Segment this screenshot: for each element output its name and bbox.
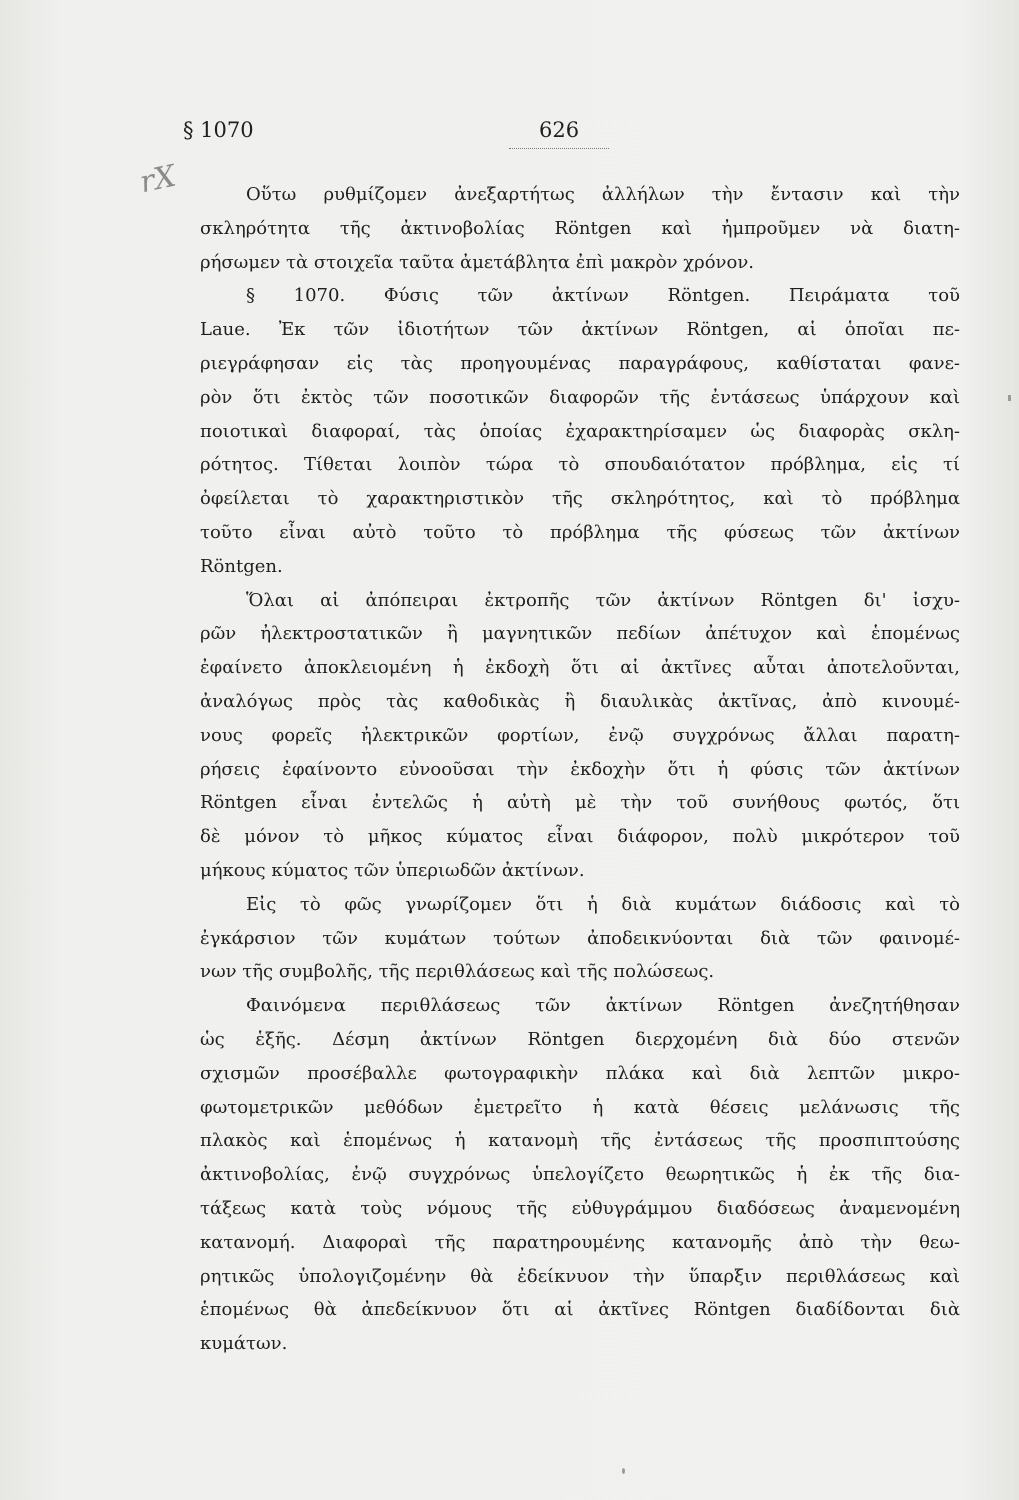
header-rule <box>509 148 609 151</box>
text-line: ρητικῶς ὑπολογιζομένην θὰ ἐδείκνυον τὴν ὕπαρξιν περιθλάσεως καὶ <box>200 1265 960 1287</box>
text-line: ἐγκάρσιον τῶν κυμάτων τούτων ἀποδεικνύονται διὰ τῶν φαινομέ- <box>200 927 960 949</box>
text-line: κυμάτων. <box>200 1333 288 1355</box>
text-line: Οὕτω ρυθμίζομεν ἀνεξαρτήτως ἀλλήλων τὴν ἔντασιν καὶ τὴν <box>246 184 960 205</box>
text-line: ὡς ἑξῆς. Δέσμη ἀκτίνων Röntgen διερχομένη διὰ δύο στενῶν <box>200 1028 960 1050</box>
text-line: ρὸν ὅτι ἐκτὸς τῶν ποσοτικῶν διαφορῶν τῆς ἐντάσεως ὑπάρχουν καὶ <box>200 386 960 408</box>
text-line: Ὅλαι αἱ ἀπόπειραι ἐκτροπῆς τῶν ἀκτίνων Röntgen δι' ἰσχυ- <box>246 589 960 611</box>
text-line: ἐφαίνετο ἀποκλειομένη ἡ ἐκδοχὴ ὅτι αἱ ἀκτῖνες αὗται ἀποτελοῦνται, <box>200 657 960 679</box>
text-line: νων τῆς συμβολῆς, τῆς περιθλάσεως καὶ τῆς πολώσεως. <box>200 961 715 983</box>
text-line: νους φορεῖς ἠλεκτρικῶν φορτίων, ἐνῷ συγχρόνως ἄλλαι παρατη- <box>200 724 960 746</box>
text-line: τοῦτο εἶναι αὐτὸ τοῦτο τὸ πρόβλημα τῆς φύσεως τῶν ἀκτίνων <box>200 521 960 543</box>
section-number: § 1070 <box>183 118 254 142</box>
text-line: ἑπομένως θὰ ἀπεδείκνυον ὅτι αἱ ἀκτῖνες Röntgen διαδίδονται διὰ <box>200 1299 960 1321</box>
text-line: Röntgen. <box>200 555 283 577</box>
text-line: Φαινόμενα περιθλάσεως τῶν ἀκτίνων Röntgen ἀνεζητήθησαν <box>246 995 960 1017</box>
text-line: δὲ μόνον τὸ μῆκος κύματος εἶναι διάφορον, πολὺ μικρότερον τοῦ <box>200 826 960 848</box>
text-line: Laue. Ἐκ τῶν ἰδιοτήτων τῶν ἀκτίνων Röntgen, αἱ ὁποῖαι πε- <box>200 319 960 341</box>
text-line: ρήσεις ἐφαίνοντο εὐνοοῦσαι τὴν ἐκδοχὴν ὅτι ἡ φύσις τῶν ἀκτίνων <box>200 758 960 780</box>
margin-speck <box>1008 395 1011 401</box>
text-line: ποιοτικαὶ διαφοραί, τὰς ὁποίας ἐχαρακτηρίσαμεν ὡς διαφορὰς σκλη- <box>200 420 960 442</box>
running-header <box>183 118 963 158</box>
text-line: ὀφείλεται τὸ χαρακτηριστικὸν τῆς σκληρότητος, καὶ τὸ πρόβλημα <box>200 488 960 510</box>
text-line: φωτομετρικῶν μεθόδων ἐμετρεῖτο ἡ κατὰ θέσεις μελάνωσις τῆς <box>200 1096 960 1118</box>
body-text <box>200 178 960 1361</box>
text-line: ρῶν ἠλεκτροστατικῶν ἢ μαγνητικῶν πεδίων ἀπέτυχον καὶ ἑπομένως <box>200 623 960 645</box>
text-line: ριεγράφησαν εἰς τὰς προηγουμένας παραγράφους, καθίσταται φανε- <box>200 352 960 374</box>
page-number: 626 <box>539 118 580 142</box>
text-line: σχισμῶν προσέβαλλε φωτογραφικὴν πλάκα καὶ διὰ λεπτῶν μικρο- <box>200 1062 960 1084</box>
text-line: ἀκτινοβολίας, ἐνῷ συγχρόνως ὑπελογίζετο θεωρητικῶς ἡ ἐκ τῆς δια- <box>200 1164 960 1186</box>
text-line: σκληρότητα τῆς ἀκτινοβολίας Röntgen καὶ ἠμπροῦμεν νὰ διατη- <box>200 217 960 239</box>
text-line: τάξεως κατὰ τοὺς νόμους τῆς εὐθυγράμμου διαδόσεως ἀναμενομένη <box>200 1197 960 1219</box>
text-line: μήκους κύματος τῶν ὑπεριωδῶν ἀκτίνων. <box>200 859 585 881</box>
text-line: κατανομή. Διαφοραὶ τῆς παρατηρουμένης κατανομῆς ἀπὸ τὴν θεω- <box>200 1231 960 1253</box>
text-line: Röntgen εἶναι ἐντελῶς ἡ αὐτὴ μὲ τὴν τοῦ συνήθους φωτός, ὅτι <box>200 792 960 814</box>
handwritten-margin-mark: rX <box>136 158 179 201</box>
text-line: ἀναλόγως πρὸς τὰς καθοδικὰς ἢ διαυλικὰς ἀκτῖνας, ἀπὸ κινουμέ- <box>200 690 960 712</box>
text-line: § 1070. Φύσις τῶν ἀκτίνων Röntgen. Πειράματα τοῦ <box>246 285 960 307</box>
page-bottom-speck <box>622 1468 625 1474</box>
text-line: πλακὸς καὶ ἑπομένως ἡ κατανομὴ τῆς ἐντάσεως τῆς προσπιπτούσης <box>200 1130 960 1152</box>
text-line: ρήσωμεν τὰ στοιχεῖα ταῦτα ἀμετάβλητα ἐπὶ μακρὸν χρόνον. <box>200 251 755 273</box>
text-line: Εἰς τὸ φῶς γνωρίζομεν ὅτι ἡ διὰ κυμάτων διάδοσις καὶ τὸ <box>246 893 960 915</box>
text-line: ρότητος. Τίθεται λοιπὸν τώρα τὸ σπουδαιότατον πρόβλημα, εἰς τί <box>200 454 960 476</box>
